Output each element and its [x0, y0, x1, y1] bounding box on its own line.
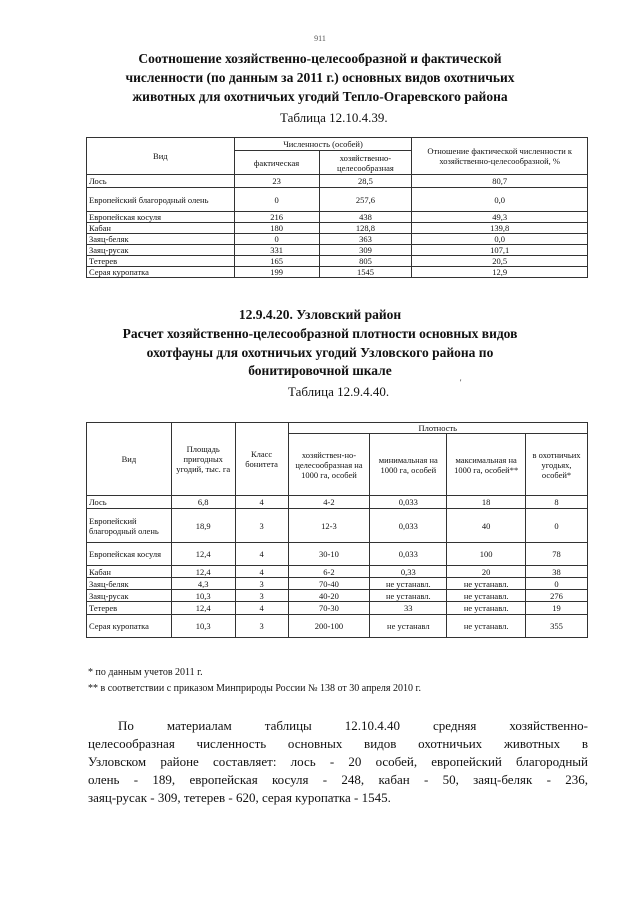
- min-density: 33: [370, 602, 447, 615]
- table-row: [87, 223, 588, 234]
- species-name: Европейский благородный олень: [87, 188, 235, 212]
- t1-header-actual: фактическая: [234, 151, 319, 175]
- hunting-density: 38: [526, 566, 588, 578]
- t1-header-econ: хозяйственно-целесообразная: [319, 151, 412, 175]
- table-row: [87, 175, 588, 188]
- econ-count: 363: [319, 234, 412, 245]
- area-value: 12,4: [171, 602, 235, 615]
- econ-count: 257,6: [319, 188, 412, 212]
- ratio-value: 139,8: [412, 223, 588, 234]
- area-value: 6,8: [171, 496, 235, 509]
- t2-header-min: минимальная на 1000 га, особей: [370, 434, 447, 496]
- min-density: не устанавл.: [370, 590, 447, 602]
- class-value: 3: [235, 590, 288, 602]
- section-line3: бонитировочной шкале: [248, 363, 392, 378]
- econ-density: 4-2: [288, 496, 370, 509]
- econ-count: 309: [319, 245, 412, 256]
- actual-count: 199: [234, 267, 319, 278]
- area-value: 12,4: [171, 566, 235, 578]
- table-row: [87, 496, 588, 509]
- class-value: 3: [235, 615, 288, 638]
- hunting-density: 355: [526, 615, 588, 638]
- t1-header-vid: Вид: [87, 138, 235, 175]
- paragraph-line4: олень - 189, европейская косуля - 248, кабан - 50, заяц-беляк - 236,: [88, 772, 588, 787]
- econ-density: 70-40: [288, 578, 370, 590]
- hunting-density: 78: [526, 543, 588, 566]
- footnote-2: ** в соответствии с приказом Минприроды России № 138 от 30 апреля 2010 г.: [88, 683, 421, 694]
- min-density: 0,33: [370, 566, 447, 578]
- stray-mark: ': [460, 378, 462, 387]
- max-density: 40: [447, 509, 526, 543]
- econ-count: 128,8: [319, 223, 412, 234]
- econ-count: 805: [319, 256, 412, 267]
- ratio-value: 12,9: [412, 267, 588, 278]
- ratio-value: 0,0: [412, 234, 588, 245]
- species-name: Кабан: [87, 223, 235, 234]
- table-row: [87, 578, 588, 590]
- class-value: 4: [235, 602, 288, 615]
- econ-density: 6-2: [288, 566, 370, 578]
- econ-density: 200-100: [288, 615, 370, 638]
- species-name: Серая куропатка: [87, 267, 235, 278]
- species-name: Заяц-беляк: [87, 234, 235, 245]
- paragraph-line5: заяц-русак - 309, тетерев - 620, серая куропатка - 1545.: [88, 790, 391, 805]
- econ-density: 30-10: [288, 543, 370, 566]
- econ-count: 438: [319, 212, 412, 223]
- class-value: 4: [235, 566, 288, 578]
- species-name: Лось: [87, 175, 235, 188]
- table-row: [87, 256, 588, 267]
- max-density: 18: [447, 496, 526, 509]
- table-row: [87, 566, 588, 578]
- min-density: 0,033: [370, 509, 447, 543]
- hunting-density: 0: [526, 578, 588, 590]
- paragraph-line3: Узловском районе составляет: лось - 20 особей, европейский благородный: [88, 754, 588, 769]
- econ-density: 12-3: [288, 509, 370, 543]
- table-row: [87, 212, 588, 223]
- area-value: 12,4: [171, 543, 235, 566]
- table2: [86, 422, 588, 638]
- table-row: [87, 245, 588, 256]
- t2-header-vid: Вид: [87, 423, 172, 496]
- min-density: 0,033: [370, 543, 447, 566]
- species-name: Кабан: [87, 566, 172, 578]
- title1-line3: животных для охотничьих угодий Тепло-Огаревского района: [132, 89, 508, 104]
- max-density: не устанавл.: [447, 578, 526, 590]
- ratio-value: 0,0: [412, 188, 588, 212]
- table-row: [87, 267, 588, 278]
- table1-caption: Таблица 12.10.4.39.: [280, 110, 388, 125]
- table2-caption: Таблица 12.9.4.40.: [288, 384, 390, 399]
- actual-count: 165: [234, 256, 319, 267]
- max-density: не устанавл.: [447, 602, 526, 615]
- class-value: 3: [235, 509, 288, 543]
- area-value: 10,3: [171, 590, 235, 602]
- ratio-value: 20,5: [412, 256, 588, 267]
- area-value: 10,3: [171, 615, 235, 638]
- econ-count: 1545: [319, 267, 412, 278]
- table-row: [87, 543, 588, 566]
- t1-header-count: Численность (особей): [234, 138, 412, 151]
- ratio-value: 49,3: [412, 212, 588, 223]
- max-density: не устанавл.: [447, 615, 526, 638]
- min-density: не устанавл.: [370, 578, 447, 590]
- max-density: 20: [447, 566, 526, 578]
- actual-count: 216: [234, 212, 319, 223]
- species-name: Серая куропатка: [87, 615, 172, 638]
- page-number: 911: [314, 34, 326, 43]
- t2-header-hunting: в охотничьих угодьях, особей*: [526, 434, 588, 496]
- body-paragraph: [88, 717, 588, 807]
- actual-count: 23: [234, 175, 319, 188]
- actual-count: 0: [234, 188, 319, 212]
- section-line2: охотфауны для охотничьих угодий Узловского района по: [146, 345, 494, 360]
- area-value: 4,3: [171, 578, 235, 590]
- species-name: Лось: [87, 496, 172, 509]
- species-name: Тетерев: [87, 602, 172, 615]
- table-row: [87, 615, 588, 638]
- table-row: [87, 188, 588, 212]
- hunting-density: 19: [526, 602, 588, 615]
- actual-count: 180: [234, 223, 319, 234]
- species-name: Европейская косуля: [87, 543, 172, 566]
- t2-header-econ: хозяйствен-но-целесообразная на 1000 га, особей: [288, 434, 370, 496]
- max-density: 100: [447, 543, 526, 566]
- section-heading: 12.9.4.20. Узловский район: [238, 307, 402, 322]
- hunting-density: 0: [526, 509, 588, 543]
- t2-header-area: Площадь пригодных угодий, тыс. га: [171, 423, 235, 496]
- title1-line1: Соотношение хозяйственно-целесообразной и фактической: [138, 51, 502, 66]
- species-name: Тетерев: [87, 256, 235, 267]
- actual-count: 331: [234, 245, 319, 256]
- section-line1: Расчет хозяйственно-целесообразной плотности основных видов: [122, 326, 518, 341]
- econ-count: 28,5: [319, 175, 412, 188]
- title1-line2: численности (по данным за 2011 г.) основных видов охотничьих: [125, 70, 515, 85]
- species-name: Заяц-русак: [87, 590, 172, 602]
- table-row: [87, 602, 588, 615]
- table-row: [87, 234, 588, 245]
- species-name: Заяц-русак: [87, 245, 235, 256]
- table-row: [87, 509, 588, 543]
- paragraph-line2: целесообразная численность основных видов охотничьих животных в: [88, 736, 588, 751]
- footnote-1: * по данным учетов 2011 г.: [88, 667, 203, 678]
- t2-header-max: максимальная на 1000 га, особей**: [447, 434, 526, 496]
- paragraph-line1: По материалам таблицы 12.10.4.40 средняя хозяйственно-: [118, 718, 588, 733]
- area-value: 18,9: [171, 509, 235, 543]
- min-density: не устанавл: [370, 615, 447, 638]
- ratio-value: 107,1: [412, 245, 588, 256]
- class-value: 4: [235, 543, 288, 566]
- max-density: не устанавл.: [447, 590, 526, 602]
- min-density: 0,033: [370, 496, 447, 509]
- species-name: Европейский благородный олень: [87, 509, 172, 543]
- table1: [86, 137, 588, 278]
- class-value: 3: [235, 578, 288, 590]
- econ-density: 40-20: [288, 590, 370, 602]
- species-name: Европейская косуля: [87, 212, 235, 223]
- ratio-value: 80,7: [412, 175, 588, 188]
- hunting-density: 276: [526, 590, 588, 602]
- t2-header-class: Класс бонитета: [235, 423, 288, 496]
- class-value: 4: [235, 496, 288, 509]
- hunting-density: 8: [526, 496, 588, 509]
- table-row: [87, 590, 588, 602]
- t1-header-ratio: Отношение фактической численности к хозяйственно-целесообразной, %: [412, 138, 588, 175]
- species-name: Заяц-беляк: [87, 578, 172, 590]
- t2-header-density: Плотность: [288, 423, 587, 434]
- econ-density: 70-30: [288, 602, 370, 615]
- actual-count: 0: [234, 234, 319, 245]
